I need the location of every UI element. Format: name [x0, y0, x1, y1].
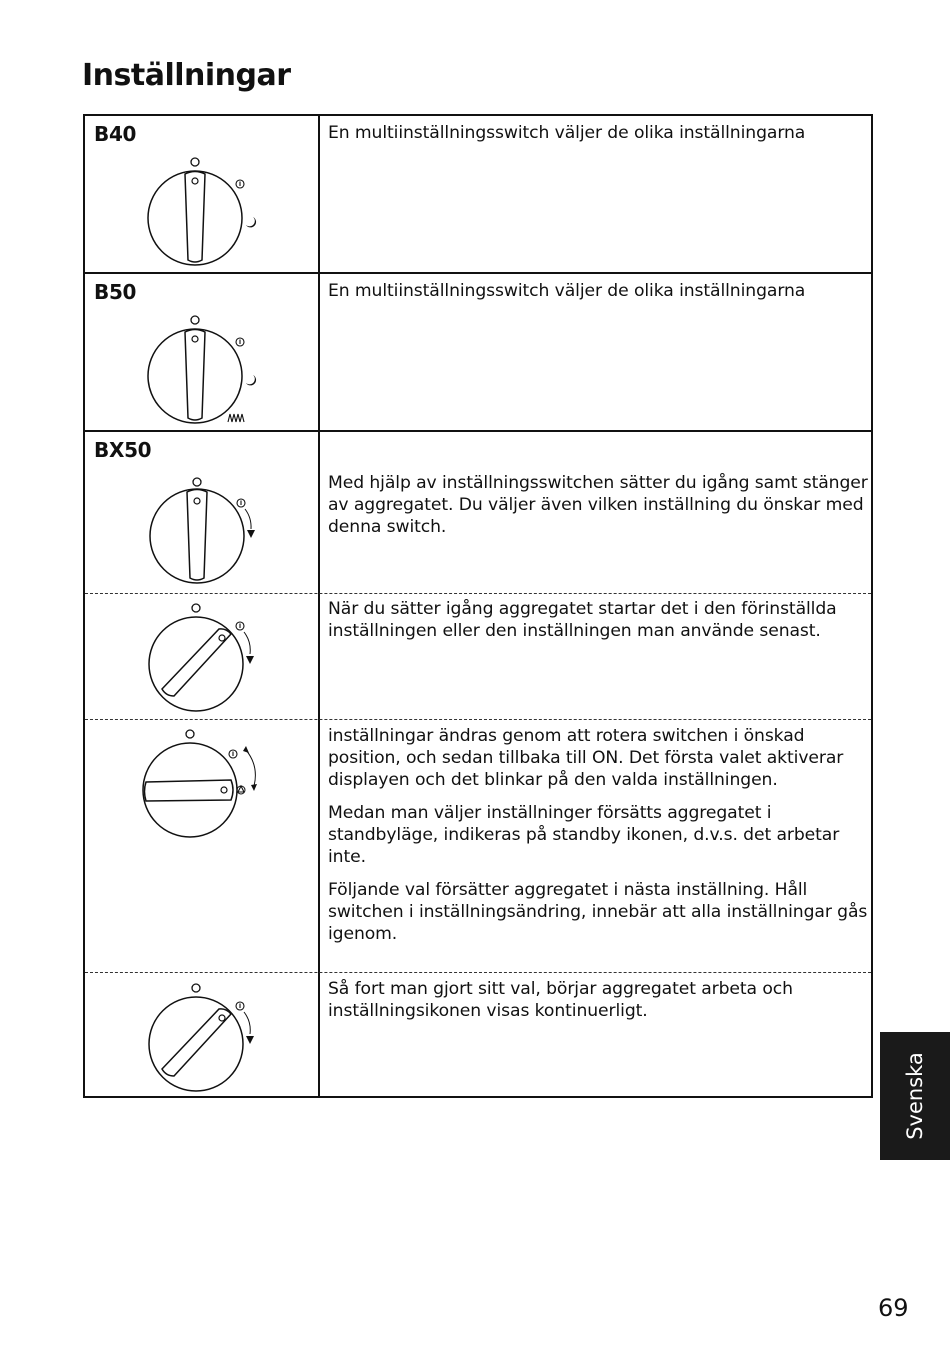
row-text-change	[328, 725, 868, 956]
row-text-bx50: Med hjälp av inställningsswitchen sätter du igång samt stänger av aggregatet. Du väljer även vilken inställning du önskar med denna switch.	[328, 473, 868, 537]
dial-knob	[145, 780, 234, 801]
page-number: 69	[878, 1294, 909, 1322]
off-circle-icon	[192, 604, 200, 612]
bx50-dial-diagram-1	[125, 472, 265, 588]
page-title: Inställningar	[82, 58, 291, 93]
on-symbol-icon	[229, 750, 237, 758]
bx50-dial-diagram-2	[125, 598, 265, 718]
row-text-b50: En multiinställningsswitch väljer de olika inställningarna	[328, 281, 806, 301]
off-circle-icon	[191, 316, 199, 324]
dial-knob	[162, 629, 231, 696]
rotation-arrow	[244, 1012, 250, 1034]
off-circle-icon	[186, 730, 194, 738]
row-text-b40: En multiinställningsswitch väljer de olika inställningarna	[328, 123, 806, 143]
change-paragraph-1: inställningar ändras genom att rotera switchen i önskad position, och sedan tillbaka till ON. Det första valet aktiverar displayen och det blinkar på den valda inställningen.	[328, 726, 844, 790]
off-circle-icon	[191, 158, 199, 166]
on-symbol-icon	[236, 1002, 244, 1010]
on-symbol-icon	[236, 338, 244, 346]
row-divider	[85, 272, 871, 274]
dial-knob	[162, 1009, 231, 1076]
language-tab	[880, 1032, 950, 1160]
b40-dial-diagram	[125, 154, 265, 270]
auto-warning-icon	[247, 530, 255, 538]
row-divider-dashed	[85, 972, 871, 973]
rotation-arrow	[245, 509, 251, 529]
on-symbol-icon	[237, 499, 245, 507]
change-paragraph-3: Följande val försätter aggregatet i nästa inställning. Håll switchen i inställningsändring, innebär att alla inställningar gås igenom.	[328, 880, 868, 944]
row-divider	[85, 430, 871, 432]
model-label-b50: B50	[94, 280, 137, 304]
settings-table	[83, 114, 873, 1098]
column-divider	[318, 116, 320, 1096]
model-label-b40: B40	[94, 122, 137, 146]
auto-warning-icon	[246, 1036, 254, 1044]
crescent-moon-icon	[246, 217, 256, 227]
row-text-start: När du sätter igång aggregatet startar det i den förinställda inställningen eller den inställningen man använde senast.	[328, 599, 837, 641]
row-text-confirm: Så fort man gjort sitt val, börjar aggregatet arbeta och inställningsikonen visas kontinuerligt.	[328, 979, 793, 1021]
on-symbol-icon	[236, 622, 244, 630]
off-circle-icon	[192, 984, 200, 992]
bx50-dial-diagram-3	[125, 724, 275, 842]
heating-wave-icon	[228, 414, 244, 422]
off-circle-icon	[193, 478, 201, 486]
rotation-arrow	[244, 632, 250, 654]
dial-knob	[185, 330, 205, 421]
auto-warning-icon	[246, 656, 254, 664]
dial-knob	[187, 490, 207, 581]
on-symbol-icon	[236, 180, 244, 188]
change-paragraph-2: Medan man väljer inställninger försätts aggregatet i standbyläge, indikeras på standby ikonen, d.v.s. det arbetar inte.	[328, 803, 840, 867]
language-tab-label: Svenska	[903, 1052, 927, 1140]
rotation-arrow	[246, 750, 255, 786]
model-label-bx50: BX50	[94, 438, 152, 462]
b50-dial-diagram	[125, 312, 265, 428]
dial-knob	[185, 172, 205, 263]
bx50-dial-diagram-4	[125, 978, 265, 1096]
crescent-moon-icon	[246, 375, 256, 385]
row-divider-dashed	[85, 593, 871, 594]
row-divider-dashed	[85, 719, 871, 720]
